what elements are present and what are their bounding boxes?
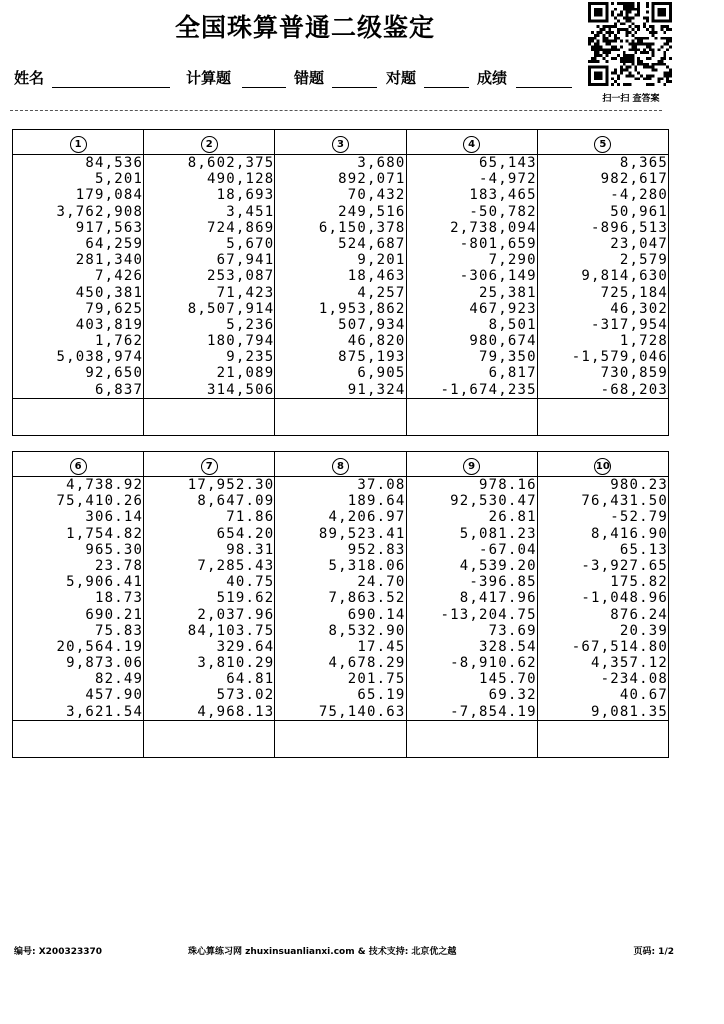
problem-values [406,155,537,399]
name-label: 姓名 [14,69,45,87]
problem-table-2 [12,451,669,758]
value-row: 71,423 [216,284,275,301]
value-row: 50,961 [610,203,668,220]
problem-number: 7 [201,458,218,475]
value-row: -4,280 [610,187,668,204]
name-line[interactable] [52,87,170,88]
value-row: 8,365 [619,155,668,171]
value-row: 179,084 [75,187,144,204]
value-row: 6,817 [488,365,537,382]
value-row: 3,762,908 [56,203,144,220]
value-row: 5,038,974 [56,349,144,366]
value-row: 64,259 [85,235,144,252]
problem-values [537,155,668,399]
value-row: 92,530.47 [450,493,537,510]
problem-number: 2 [201,136,218,153]
value-row: 17.45 [357,638,406,655]
value-row: 7,290 [488,252,537,269]
value-row: 7,863.52 [328,590,406,607]
score-line[interactable] [516,87,572,88]
value-row: 306.14 [85,509,144,526]
value-row: -1,048.96 [581,590,668,607]
value-row: 5,236 [226,316,275,333]
value-row: 75,140.63 [318,703,406,720]
value-row: 9,081.35 [590,703,668,720]
problem-header [144,130,275,155]
value-row: 82.49 [95,671,144,688]
value-row: 64.81 [226,671,275,688]
problem-header [13,452,144,477]
value-row: 3,621.54 [66,703,144,720]
value-row: 3,680 [357,155,406,171]
student-info-row [14,67,584,89]
problem-values [144,155,275,399]
value-row: 4,357.12 [590,655,668,672]
answer-box[interactable] [537,720,668,757]
value-row: 724,869 [206,219,275,236]
wrong-line[interactable] [332,87,377,88]
value-row: 5,906.41 [66,574,144,591]
value-row: -52.79 [610,509,668,526]
value-row: 3,810.29 [197,655,275,672]
value-row: 18.73 [95,590,144,607]
value-row: 965.30 [85,541,144,558]
answer-box[interactable] [406,398,537,435]
problem-number: 5 [594,136,611,153]
problem-header [144,452,275,477]
problem-header [275,452,406,477]
value-row: 892,071 [338,171,406,188]
value-row: -1,674,235 [440,381,537,398]
problem-number: 8 [332,458,349,475]
value-row: 6,905 [357,365,406,382]
value-row: 73.69 [488,622,537,639]
value-row: 4,539.20 [459,557,537,574]
value-row: 46,820 [347,333,406,350]
value-row: 467,923 [469,300,537,317]
value-row: 980,674 [469,333,537,350]
wrong-label: 错题 [294,69,325,87]
value-row: 145.70 [478,671,537,688]
value-row: 9,814,630 [581,268,668,285]
count-line[interactable] [242,87,286,88]
problem-values [144,477,275,721]
value-row: 25,381 [478,284,537,301]
value-row: 180,794 [206,333,275,350]
value-row: 79,350 [478,349,537,366]
value-row: 2,579 [619,252,668,269]
value-row: 8,532.90 [328,622,406,639]
value-row: 5,318.06 [328,557,406,574]
value-row: 9,873.06 [66,655,144,672]
value-row: 23,047 [610,235,668,252]
value-row: 4,968.13 [197,703,275,720]
problem-header [13,130,144,155]
value-row: 20.39 [619,622,668,639]
value-row: 524,687 [338,235,406,252]
qr-code-icon[interactable] [587,2,673,86]
value-row: 18,693 [216,187,275,204]
problem-number: 6 [70,458,87,475]
count-label: 计算题 [186,69,232,87]
problem-header [275,130,406,155]
value-row: 690.21 [85,606,144,623]
value-row: 92,650 [85,365,144,382]
problem-header [537,452,668,477]
value-row: -13,204.75 [440,606,537,623]
value-row: 67,941 [216,252,275,269]
value-row: -234.08 [600,671,668,688]
answer-box[interactable] [406,720,537,757]
value-row: 8,417.96 [459,590,537,607]
value-row: 9,235 [226,349,275,366]
footer-page: 页码: 1/2 [633,947,674,957]
value-row: 982,617 [600,171,668,188]
value-row: 8,416.90 [590,525,668,542]
value-row: 65.13 [619,541,668,558]
value-row: 91,324 [347,381,406,398]
answer-box[interactable] [13,398,144,435]
value-row: 457.90 [85,687,144,704]
value-row: 328.54 [478,638,537,655]
value-row: 89,523.41 [318,525,406,542]
value-row: 46,302 [610,300,668,317]
value-row: 8,602,375 [187,155,275,171]
value-row: 8,501 [488,316,537,333]
value-row: -896,513 [590,219,668,236]
value-row: 17,952.30 [187,477,275,493]
problem-header [406,130,537,155]
value-row: 40.75 [226,574,275,591]
value-row: 84,103.75 [187,622,275,639]
value-row: 725,184 [600,284,668,301]
value-row: 490,128 [206,171,275,188]
value-row: 281,340 [75,252,144,269]
problem-number: 3 [332,136,349,153]
right-line[interactable] [424,87,469,88]
problem-header [537,130,668,155]
right-label: 对题 [386,69,417,87]
value-row: 40.67 [619,687,668,704]
value-row: 980.23 [610,477,668,493]
value-row: -396.85 [469,574,537,591]
value-row: 314,506 [206,381,275,398]
value-row: 6,837 [95,381,144,398]
value-row: 7,285.43 [197,557,275,574]
value-row: 403,819 [75,316,144,333]
value-row: 978.16 [478,477,537,493]
problem-values [13,477,144,721]
value-row: -306,149 [459,268,537,285]
problem-header [406,452,537,477]
value-row: 654.20 [216,525,275,542]
value-row: 249,516 [338,203,406,220]
value-row: 875,193 [338,349,406,366]
answer-box[interactable] [275,720,406,757]
answer-box[interactable] [13,720,144,757]
value-row: 690.14 [347,606,406,623]
cut-line [10,110,662,111]
value-row: -50,782 [469,203,537,220]
value-row: 4,257 [357,284,406,301]
problem-number: 9 [463,458,480,475]
page-title: 全国珠算普通二级鉴定 [174,13,435,42]
value-row: 1,728 [619,333,668,350]
value-row: -1,579,046 [571,349,668,366]
value-row: -67,514.80 [571,638,668,655]
score-label: 成绩 [477,69,508,87]
value-row: 329.64 [216,638,275,655]
value-row: 18,463 [347,268,406,285]
value-row: 5,670 [226,235,275,252]
value-row: -8,910.62 [450,655,537,672]
value-row: 189.64 [347,493,406,510]
value-row: 175.82 [610,574,668,591]
value-row: 20,564.19 [56,638,144,655]
value-row: -68,203 [600,381,668,398]
problem-values [537,477,668,721]
value-row: 6,150,378 [318,219,406,236]
value-row: 4,738.92 [66,477,144,493]
value-row: -7,854.19 [450,703,537,720]
value-row: -67.04 [478,541,537,558]
value-row: 5,081.23 [459,525,537,542]
value-row: 952.83 [347,541,406,558]
value-row: 519.62 [216,590,275,607]
problem-values [275,477,406,721]
value-row: -317,954 [590,316,668,333]
value-row: 730,859 [600,365,668,382]
value-row: 21,089 [216,365,275,382]
value-row: 65.19 [357,687,406,704]
value-row: 253,087 [206,268,275,285]
value-row: 507,934 [338,316,406,333]
value-row: 5,201 [95,171,144,188]
value-row: 9,201 [357,252,406,269]
value-row: 201.75 [347,671,406,688]
value-row: 70,432 [347,187,406,204]
value-row: 75.83 [95,622,144,639]
value-row: 4,678.29 [328,655,406,672]
value-row: 917,563 [75,219,144,236]
value-row: 65,143 [478,155,537,171]
value-row: 98.31 [226,541,275,558]
problem-number: 1 [70,136,87,153]
value-row: 2,037.96 [197,606,275,623]
value-row: 69.32 [488,687,537,704]
value-row: 23.78 [95,557,144,574]
value-row: 876.24 [610,606,668,623]
value-row: 450,381 [75,284,144,301]
value-row: 1,754.82 [66,525,144,542]
answer-box[interactable] [144,720,275,757]
value-row: 7,426 [95,268,144,285]
value-row: 84,536 [85,155,144,171]
value-row: 4,206.97 [328,509,406,526]
value-row: 1,762 [95,333,144,350]
value-row: -4,972 [478,171,537,188]
value-row: 8,507,914 [187,300,275,317]
value-row: 1,953,862 [318,300,406,317]
footer-site[interactable]: 珠心算练习网 zhuxinsuanlianxi.com & 技术支持: 北京优之越 [188,947,457,957]
value-row: 3,451 [226,203,275,220]
value-row: 8,647.09 [197,493,275,510]
value-row: 75,410.26 [56,493,144,510]
value-row: 2,738,094 [450,219,537,236]
problem-values [406,477,537,721]
answer-box[interactable] [144,398,275,435]
value-row: 26.81 [488,509,537,526]
problem-number: 4 [463,136,480,153]
value-row: -801,659 [459,235,537,252]
problem-table-1 [12,129,669,436]
answer-box[interactable] [275,398,406,435]
qr-caption: 扫一扫 查答案 [602,94,660,104]
problem-values [13,155,144,399]
value-row: 573.02 [216,687,275,704]
problem-values [275,155,406,399]
value-row: 183,465 [469,187,537,204]
value-row: 79,625 [85,300,144,317]
problem-number: 10 [594,458,611,475]
footer-code: 编号: X200323370 [14,947,103,957]
value-row: -3,927.65 [581,557,668,574]
value-row: 76,431.50 [581,493,668,510]
value-row: 71.86 [226,509,275,526]
value-row: 24.70 [357,574,406,591]
value-row: 37.08 [357,477,406,493]
answer-box[interactable] [537,398,668,435]
